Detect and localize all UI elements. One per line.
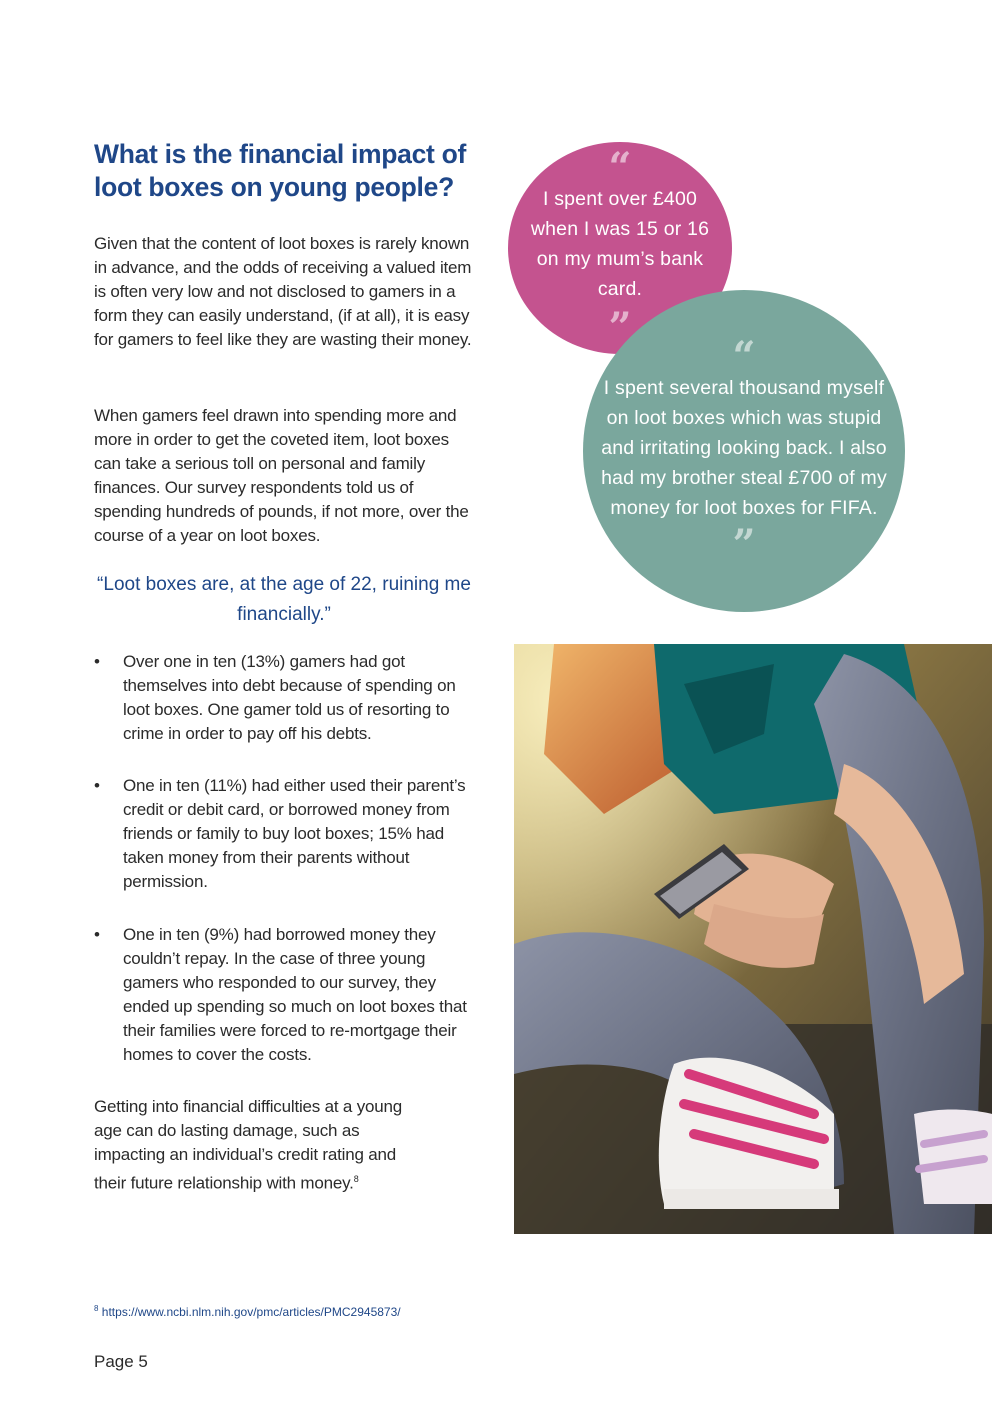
quote-bubble-teal	[583, 290, 905, 612]
page-heading: What is the financial impact of loot boxes on young people?	[94, 139, 467, 202]
quote-text: I spent over £400 when I was 15 or 16 on my mum’s bank card.	[530, 188, 710, 300]
bullet-icon: •	[94, 652, 100, 671]
footnote-number: 8	[94, 1304, 99, 1313]
spending-paragraph: When gamers feel drawn into spending more and more in order to get the coveted item, loot boxes can take a serious toll on personal and family finances. Our survey respondents told us of spending hundreds of pounds, if not more, over the course of a year on loot boxes.	[94, 406, 469, 545]
open-quote-icon: “	[608, 144, 632, 191]
photo-person-using-phone	[514, 644, 992, 1234]
list-item-text: One in ten (9%) had borrowed money they couldn’t repay. In the case of three young gamers who responded to our survey, they ended up spending so much on loot boxes that their families were forced to re-mortgage their homes to cover the costs.	[123, 925, 467, 1064]
bullet-icon: •	[94, 925, 100, 944]
close-quote-icon: ”	[732, 521, 756, 568]
intro-paragraph: Given that the content of loot boxes is rarely known in advance, and the odds of receiving a valued item is often very low and not disclosed to gamers in a form they can easily understand, (if at all), it is easy for gamers to feel like they are wasting their money.	[94, 234, 472, 349]
quote-text: I spent several thousand myself on loot boxes which was stupid and irritating looking back. I also had my brother steal £700 of my money for loot boxes for FIFA.	[601, 377, 887, 519]
footnote	[94, 1304, 401, 1319]
list-item-text: One in ten (11%) had either used their parent’s credit or debit card, or borrowed money from friends or family to buy loot boxes; 15% had taken money from their parents without permission.	[123, 776, 466, 891]
page-number: Page 5	[94, 1352, 148, 1371]
open-quote-icon: “	[732, 333, 756, 380]
footnote-reference: 8	[353, 1174, 359, 1184]
pull-quote: “Loot boxes are, at the age of 22, ruining me financially.”	[97, 574, 471, 625]
close-quote-icon: ”	[608, 304, 632, 351]
closing-paragraph: Getting into financial difficulties at a young age can do lasting damage, such as impacting an individual’s credit rating and their future relationship with money.$^8$	[94, 1097, 403, 1193]
bullet-icon: •	[94, 776, 100, 795]
list-item-text: Over one in ten (13%) gamers had got themselves into debt because of spending on loot boxes. One gamer told us of resorting to crime in order to pay off his debts.	[123, 652, 456, 743]
footnote-link[interactable]: https://www.ncbi.nlm.nih.gov/pmc/articles/PMC2945873/	[101, 1305, 401, 1319]
